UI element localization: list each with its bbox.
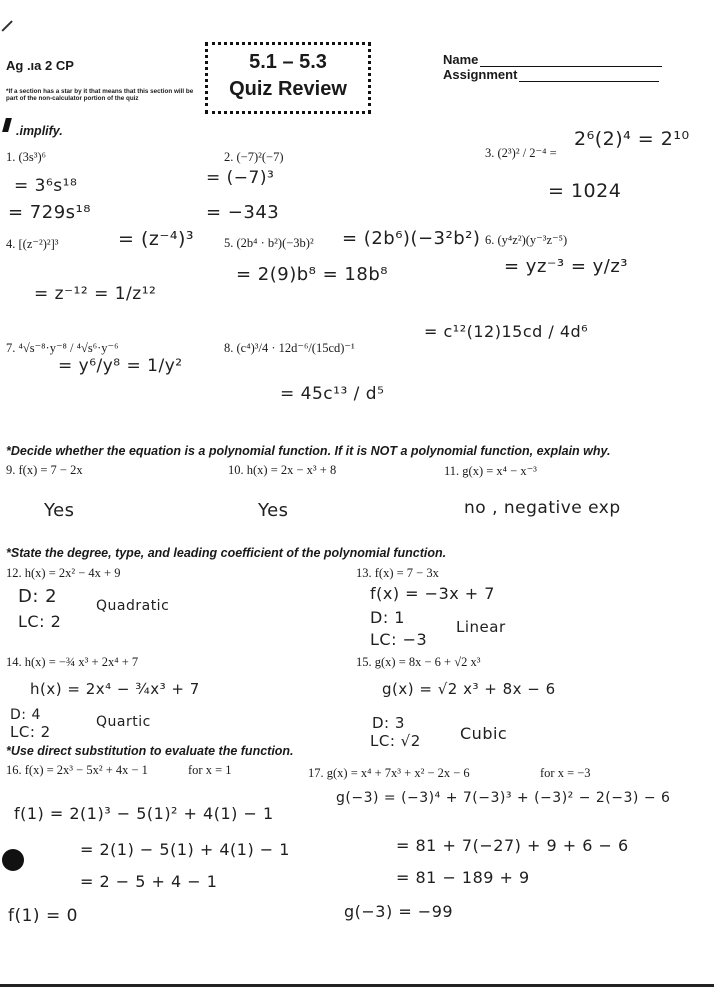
problem-11: 11. g(x) = x⁴ − x⁻³ [444, 464, 537, 478]
section-degree: *State the degree, type, and leading coefficient of the polynomial function. [6, 546, 447, 560]
work-10: Yes [258, 500, 289, 521]
work-5b: = 2(9)b⁸ = 18b⁸ [236, 264, 388, 285]
problem-4: 4. [(z⁻²)²]³ [6, 237, 59, 251]
section-simplify: .implify. [16, 124, 63, 138]
work-16a: f(1) = 2(1)³ − 5(1)² + 4(1) − 1 [14, 804, 274, 823]
assignment-line [519, 81, 659, 82]
work-16b: = 2(1) − 5(1) + 4(1) − 1 [80, 840, 290, 859]
work-15d: LC: √2 [370, 732, 421, 750]
problem-9: 9. f(x) = 7 − 2x [6, 463, 83, 477]
work-14b: D: 4 [10, 707, 41, 723]
pen-slash-mark [1, 20, 12, 31]
work-12b: Quadratic [96, 598, 170, 614]
work-5a: = (2b⁶)(−3²b²) [342, 228, 481, 249]
problem-16: 16. f(x) = 2x³ − 5x² + 4x − 1 [6, 763, 148, 777]
problem-7: 7. ⁴√s⁻⁸·y⁻⁸ / ⁴√s⁶·y⁻⁶ [6, 341, 119, 355]
work-1a: = 3⁶s¹⁸ [14, 176, 78, 196]
title-sections: 5.1 – 5.3 [249, 51, 327, 73]
assignment-label: Assignment [443, 67, 518, 82]
name-assignment-block [443, 52, 662, 82]
work-4a: = (z⁻⁴)³ [118, 228, 195, 250]
work-13a: f(x) = −3x + 7 [370, 584, 495, 603]
page-bottom-edge [0, 984, 714, 987]
work-12a: D: 2 [18, 586, 58, 607]
work-8b: = 45c¹³ / d⁵ [280, 384, 385, 404]
problem-17: 17. g(x) = x⁴ + 7x³ + x² − 2x − 6 [308, 766, 470, 780]
problem-2: 2. (−7)²(−7) [224, 150, 284, 164]
work-17b: = 81 + 7(−27) + 9 + 6 − 6 [396, 836, 629, 855]
work-12c: LC: 2 [18, 612, 62, 631]
work-2a: = (−7)³ [206, 168, 275, 188]
work-14c: Quartic [96, 714, 151, 730]
work-13d: LC: −3 [370, 630, 428, 649]
work-15b: D: 3 [372, 714, 405, 732]
work-2b: = −343 [206, 202, 280, 223]
work-6a: = yz⁻³ = y/z³ [504, 256, 629, 277]
problem-14: 14. h(x) = −¾ x³ + 2x⁴ + 7 [6, 655, 139, 669]
problem-10: 10. h(x) = 2x − x³ + 8 [228, 463, 337, 477]
work-13c: Linear [456, 618, 506, 636]
work-3a: 2⁶(2)⁴ = 2¹⁰ [574, 128, 690, 150]
section-polynomial: *Decide whether the equation is a polynomial function. If it is NOT a polynomial function, explain why. [6, 444, 611, 458]
work-16c: = 2 − 5 + 4 − 1 [80, 872, 218, 891]
problem-1: 1. (3s³)⁶ [6, 150, 47, 164]
work-16d: f(1) = 0 [8, 906, 78, 926]
work-9: Yes [44, 500, 75, 521]
work-1b: = 729s¹⁸ [8, 202, 91, 223]
pen-marker [2, 118, 12, 132]
problem-13: 13. f(x) = 7 − 3x [356, 566, 439, 580]
work-11: no , negative exp [464, 498, 621, 518]
work-13b: D: 1 [370, 608, 405, 627]
work-14a: h(x) = 2x⁴ − ¾x³ + 7 [30, 680, 200, 698]
work-14d: LC: 2 [10, 723, 51, 741]
work-17d: g(−3) = −99 [344, 902, 454, 921]
section-substitution: *Use direct substitution to evaluate the function. [6, 744, 294, 758]
problem-3: 3. (2³)² / 2⁻⁴ = [485, 146, 557, 160]
course-title: Aɡ .ıa 2 CP [6, 58, 74, 73]
work-17c: = 81 − 189 + 9 [396, 868, 530, 887]
work-15c: Cubic [460, 724, 508, 743]
problem-12: 12. h(x) = 2x² − 4x + 9 [6, 566, 121, 580]
problem-8: 8. (c⁴)³/4 · 12d⁻⁶/(15cd)⁻¹ [224, 341, 355, 355]
filled-bullet-mark [2, 849, 24, 871]
title-quiz-review: Quiz Review [229, 78, 347, 100]
work-15a: g(x) = √2 x³ + 8x − 6 [382, 680, 556, 698]
problem-5: 5. (2b⁴ · b²)(−3b)² [224, 236, 314, 250]
problem-15: 15. g(x) = 8x − 6 + √2 x³ [356, 655, 481, 669]
problem-16-condition: for x = 1 [188, 763, 232, 777]
work-17a: g(−3) = (−3)⁴ + 7(−3)³ + (−3)² − 2(−3) − 6 [336, 790, 671, 806]
work-3b: = 1024 [548, 180, 622, 202]
problem-17-condition: for x = −3 [540, 766, 591, 780]
title-box [205, 42, 371, 114]
work-7a: = y⁶/y⁸ = 1/y² [58, 356, 183, 376]
work-8a: = c¹²(12)15cd / 4d⁶ [424, 322, 589, 341]
calculator-note: *If a section has a star by it that means that this section will be part of the non-calculator portion of the quiz [6, 88, 194, 102]
work-4b: = z⁻¹² = 1/z¹² [34, 284, 157, 304]
name-label: Name [443, 52, 479, 67]
problem-6: 6. (y⁴z²)(y⁻³z⁻⁵) [485, 233, 568, 247]
